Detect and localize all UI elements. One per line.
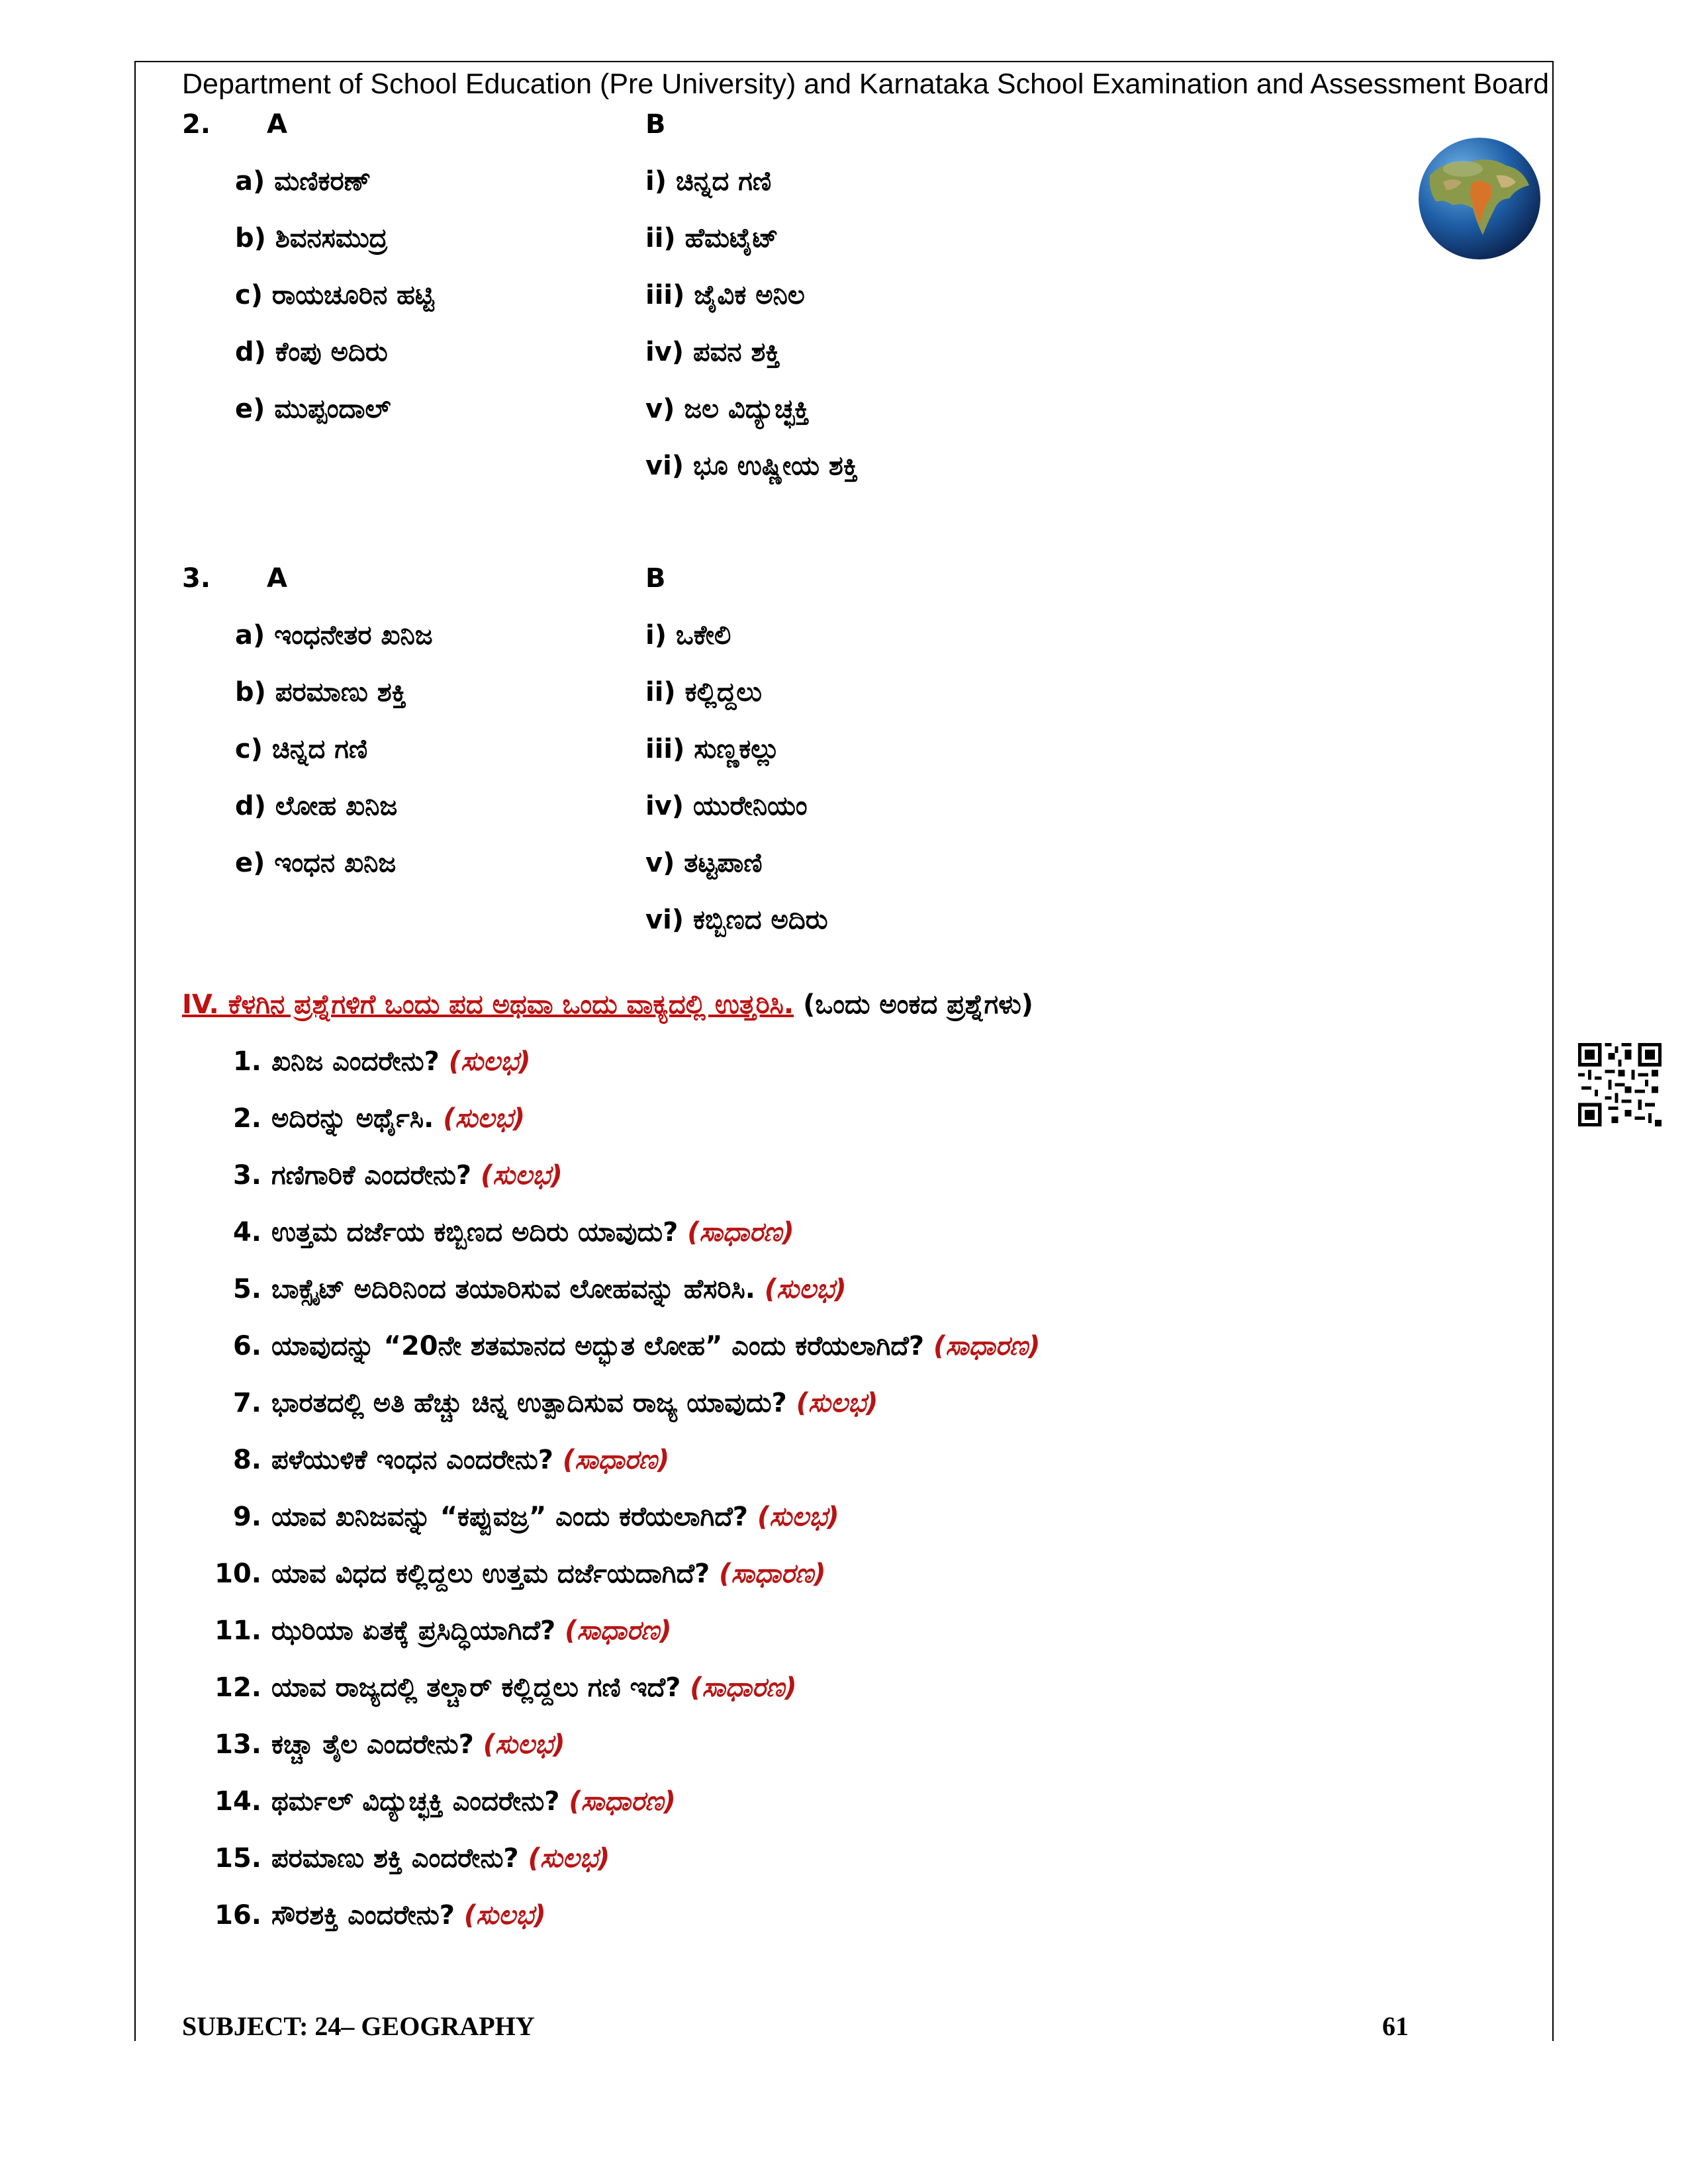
match3-a-item: c) ಚಿನ್ನದ ಗಣಿ <box>235 734 368 764</box>
question-number: 15. <box>214 1843 261 1874</box>
page-header: Department of School Education (Pre University) and Karnataka School Examination and Assessment Board <box>182 68 1550 100</box>
difficulty-tag: (ಸುಲಭ) <box>764 1274 847 1304</box>
difficulty-tag: (ಸುಲಭ) <box>757 1502 839 1532</box>
difficulty-tag: (ಸುಲಭ) <box>463 1900 546 1931</box>
question-text: ಭಾರತದಲ್ಲಿ ಅತಿ ಹೆಚ್ಚು ಚಿನ್ನ ಉತ್ಪಾದಿಸುವ ರಾಜ್ಯ ಯಾವುದು? <box>271 1388 787 1418</box>
question-text: ಬಾಕ್ಸೈಟ್ ಅದಿರಿನಿಂದ ತಯಾರಿಸುವ ಲೋಹವನ್ನು ಹೆಸರಿಸಿ. <box>271 1274 755 1304</box>
difficulty-tag: (ಸುಲಭ) <box>481 1160 563 1191</box>
match2-col-b-header: B <box>645 109 666 140</box>
qr-code-icon <box>1578 1043 1662 1126</box>
match2-b-item: v) ಜಲ ವಿದ್ಯುಚ್ಛಕ್ತಿ <box>645 394 810 424</box>
match3-col-b-header: B <box>645 563 666 594</box>
match3-b-item: v) ತಟ್ಟಪಾಣಿ <box>645 848 763 878</box>
question-text: ಪಳೆಯುಳಿಕೆ ಇಂಧನ ಎಂದರೇನು? <box>271 1445 553 1475</box>
question-text: ಯಾವ ಖನಿಜವನ್ನು “ಕಪ್ಪುವಜ್ರ” ಎಂದು ಕರೆಯಲಾಗಿದೆ? <box>271 1502 749 1532</box>
question-item <box>271 1387 878 1419</box>
question-number: 4. <box>232 1217 261 1248</box>
match2-a-item: c) ರಾಯಚೂರಿನ ಹಟ್ಟಿ <box>235 280 434 310</box>
question-item <box>271 1729 565 1760</box>
match2-a-item: a) ಮಣಿಕರಣ್ <box>235 166 371 197</box>
match2-b-item: ii) ಹೆಮಟೈಟ್ <box>645 223 778 253</box>
match2-b-item: vi) ಭೂ ಉಷ್ಣೀಯ ಶಕ್ತಿ <box>645 451 858 481</box>
difficulty-tag: (ಸಾಧಾರಣ) <box>933 1331 1041 1361</box>
question-number: 2. <box>232 1103 261 1134</box>
question-number: 6. <box>232 1331 261 1361</box>
section-heading-text: IV. ಕೆಳಗಿನ ಪ್ರಶ್ನೆಗಳಿಗೆ ಒಂದು ಪದ ಅಥವಾ ಒಂದು ವಾಕ್ಯದಲ್ಲಿ ಉತ್ತರಿಸಿ. <box>182 989 794 1020</box>
question-item <box>271 1558 826 1590</box>
question-text: ಝರಿಯಾ ಏತಕ್ಕೆ ಪ್ರಸಿದ್ಧಿಯಾಗಿದೆ? <box>271 1615 556 1646</box>
question-number: 3. <box>232 1160 261 1191</box>
difficulty-tag: (ಸುಲಭ) <box>448 1046 531 1077</box>
match2-col-a-header: A <box>267 109 287 140</box>
match2-number: 2. <box>182 109 211 140</box>
difficulty-tag: (ಸುಲಭ) <box>796 1388 878 1418</box>
question-number: 12. <box>214 1672 261 1703</box>
question-number: 8. <box>232 1445 261 1475</box>
question-number: 11. <box>214 1615 261 1646</box>
match2-a-item: e) ಮುಪ್ಪಂದಾಲ್ <box>235 394 391 424</box>
question-number: 5. <box>232 1274 261 1304</box>
question-number: 1. <box>232 1046 261 1077</box>
section-heading-note: (ಒಂದು ಅಂಕದ ಪ್ರಶ್ನೆಗಳು) <box>803 989 1033 1020</box>
globe-icon <box>1417 136 1542 261</box>
match2-b-item: iv) ಪವನ ಶಕ್ತಿ <box>645 337 780 367</box>
question-text: ಕಚ್ಚಾ ತೈಲ ಎಂದರೇನು? <box>271 1729 474 1760</box>
question-item <box>271 1899 546 1931</box>
question-item <box>271 1216 794 1248</box>
match3-b-item: i) ಒಕೇಲಿ <box>645 620 731 651</box>
match2-b-item: i) ಚಿನ್ನದ ಗಣಿ <box>645 166 772 197</box>
difficulty-tag: (ಸಾಧಾರಣ) <box>565 1615 672 1646</box>
question-item <box>271 1160 563 1191</box>
match3-b-item: ii) ಕಲ್ಲಿದ್ದಲು <box>645 677 762 707</box>
question-item <box>271 1672 797 1704</box>
footer-subject: SUBJECT: 24– GEOGRAPHY <box>182 2011 535 2041</box>
question-number: 14. <box>214 1786 261 1817</box>
question-number: 9. <box>232 1502 261 1532</box>
question-text: ಅದಿರನ್ನು ಅರ್ಥೈಸಿ. <box>271 1103 434 1134</box>
question-text: ಥರ್ಮಲ್ ವಿದ್ಯುಚ್ಛಕ್ತಿ ಎಂದರೇನು? <box>271 1786 560 1817</box>
question-text: ಉತ್ತಮ ದರ್ಜೆಯ ಕಬ್ಬಿಣದ ಅದಿರು ಯಾವುದು? <box>271 1217 679 1248</box>
difficulty-tag: (ಸಾಧಾರಣ) <box>687 1217 794 1248</box>
match3-b-item: iii) ಸುಣ್ಣಕಲ್ಲು <box>645 734 780 764</box>
question-text: ಖನಿಜ ಎಂದರೇನು? <box>271 1046 440 1077</box>
difficulty-tag: (ಸಾಧಾರಣ) <box>690 1672 797 1703</box>
question-text: ಯಾವ ರಾಜ್ಯದಲ್ಲಿ ತಲ್ಚಾರ್ ಕಲ್ಲಿದ್ದಲು ಗಣಿ ಇದೆ? <box>271 1672 681 1703</box>
match3-a-item: e) ಇಂಧನ ಖನಿಜ <box>235 848 397 878</box>
question-item <box>271 1330 1040 1362</box>
match3-a-item: b) ಪರಮಾಣು ಶಕ್ತಿ <box>235 677 406 707</box>
question-number: 10. <box>214 1559 261 1589</box>
question-text: ಯಾವುದನ್ನು “20ನೇ ಶತಮಾನದ ಅದ್ಭುತ ಲೋಹ” ಎಂದು ಕರೆಯಲಾಗಿದೆ? <box>271 1331 925 1361</box>
question-text: ಯಾವ ವಿಧದ ಕಲ್ಲಿದ್ದಲು ಉತ್ತಮ ದರ್ಜೆಯದಾಗಿದೆ? <box>271 1559 710 1589</box>
section-heading <box>182 989 1033 1021</box>
question-number: 7. <box>232 1388 261 1418</box>
question-number: 13. <box>214 1729 261 1760</box>
match3-col-a-header: A <box>267 563 287 594</box>
question-item <box>271 1843 610 1874</box>
question-item <box>271 1501 839 1533</box>
question-item <box>271 1273 847 1305</box>
match3-b-item: iv) ಯುರೇನಿಯಂ <box>645 791 808 821</box>
match2-a-item: d) ಕೆಂಪು ಅದಿರು <box>235 337 388 367</box>
question-text: ಸೌರಶಕ್ತಿ ಎಂದರೇನು? <box>271 1900 455 1931</box>
question-number: 16. <box>214 1900 261 1931</box>
difficulty-tag: (ಸುಲಭ) <box>483 1729 565 1760</box>
match2-a-item: b) ಶಿವನಸಮುದ್ರ <box>235 223 388 253</box>
difficulty-tag: (ಸುಲಭ) <box>528 1843 610 1874</box>
difficulty-tag: (ಸಾಧಾರಣ) <box>569 1786 676 1817</box>
difficulty-tag: (ಸಾಧಾರಣ) <box>719 1559 826 1589</box>
question-item <box>271 1444 669 1476</box>
question-item <box>271 1103 525 1134</box>
match3-number: 3. <box>182 563 211 594</box>
question-item <box>271 1786 676 1817</box>
match2-b-item: iii) ಜೈವಿಕ ಅನಿಲ <box>645 280 805 310</box>
question-text: ಪರಮಾಣು ಶಕ್ತಿ ಎಂದರೇನು? <box>271 1843 519 1874</box>
match3-a-item: d) ಲೋಹ ಖನಿಜ <box>235 791 398 821</box>
match3-b-item: vi) ಕಬ್ಬಿಣದ ಅದಿರು <box>645 905 828 935</box>
question-item <box>271 1615 672 1647</box>
page-number: 61 <box>1382 2011 1409 2041</box>
question-item <box>271 1046 531 1077</box>
difficulty-tag: (ಸುಲಭ) <box>443 1103 526 1134</box>
match3-a-item: a) ಇಂಧನೇತರ ಖನಿಜ <box>235 620 433 651</box>
difficulty-tag: (ಸಾಧಾರಣ) <box>562 1445 670 1475</box>
question-text: ಗಣಿಗಾರಿಕೆ ಎಂದರೇನು? <box>271 1160 472 1191</box>
